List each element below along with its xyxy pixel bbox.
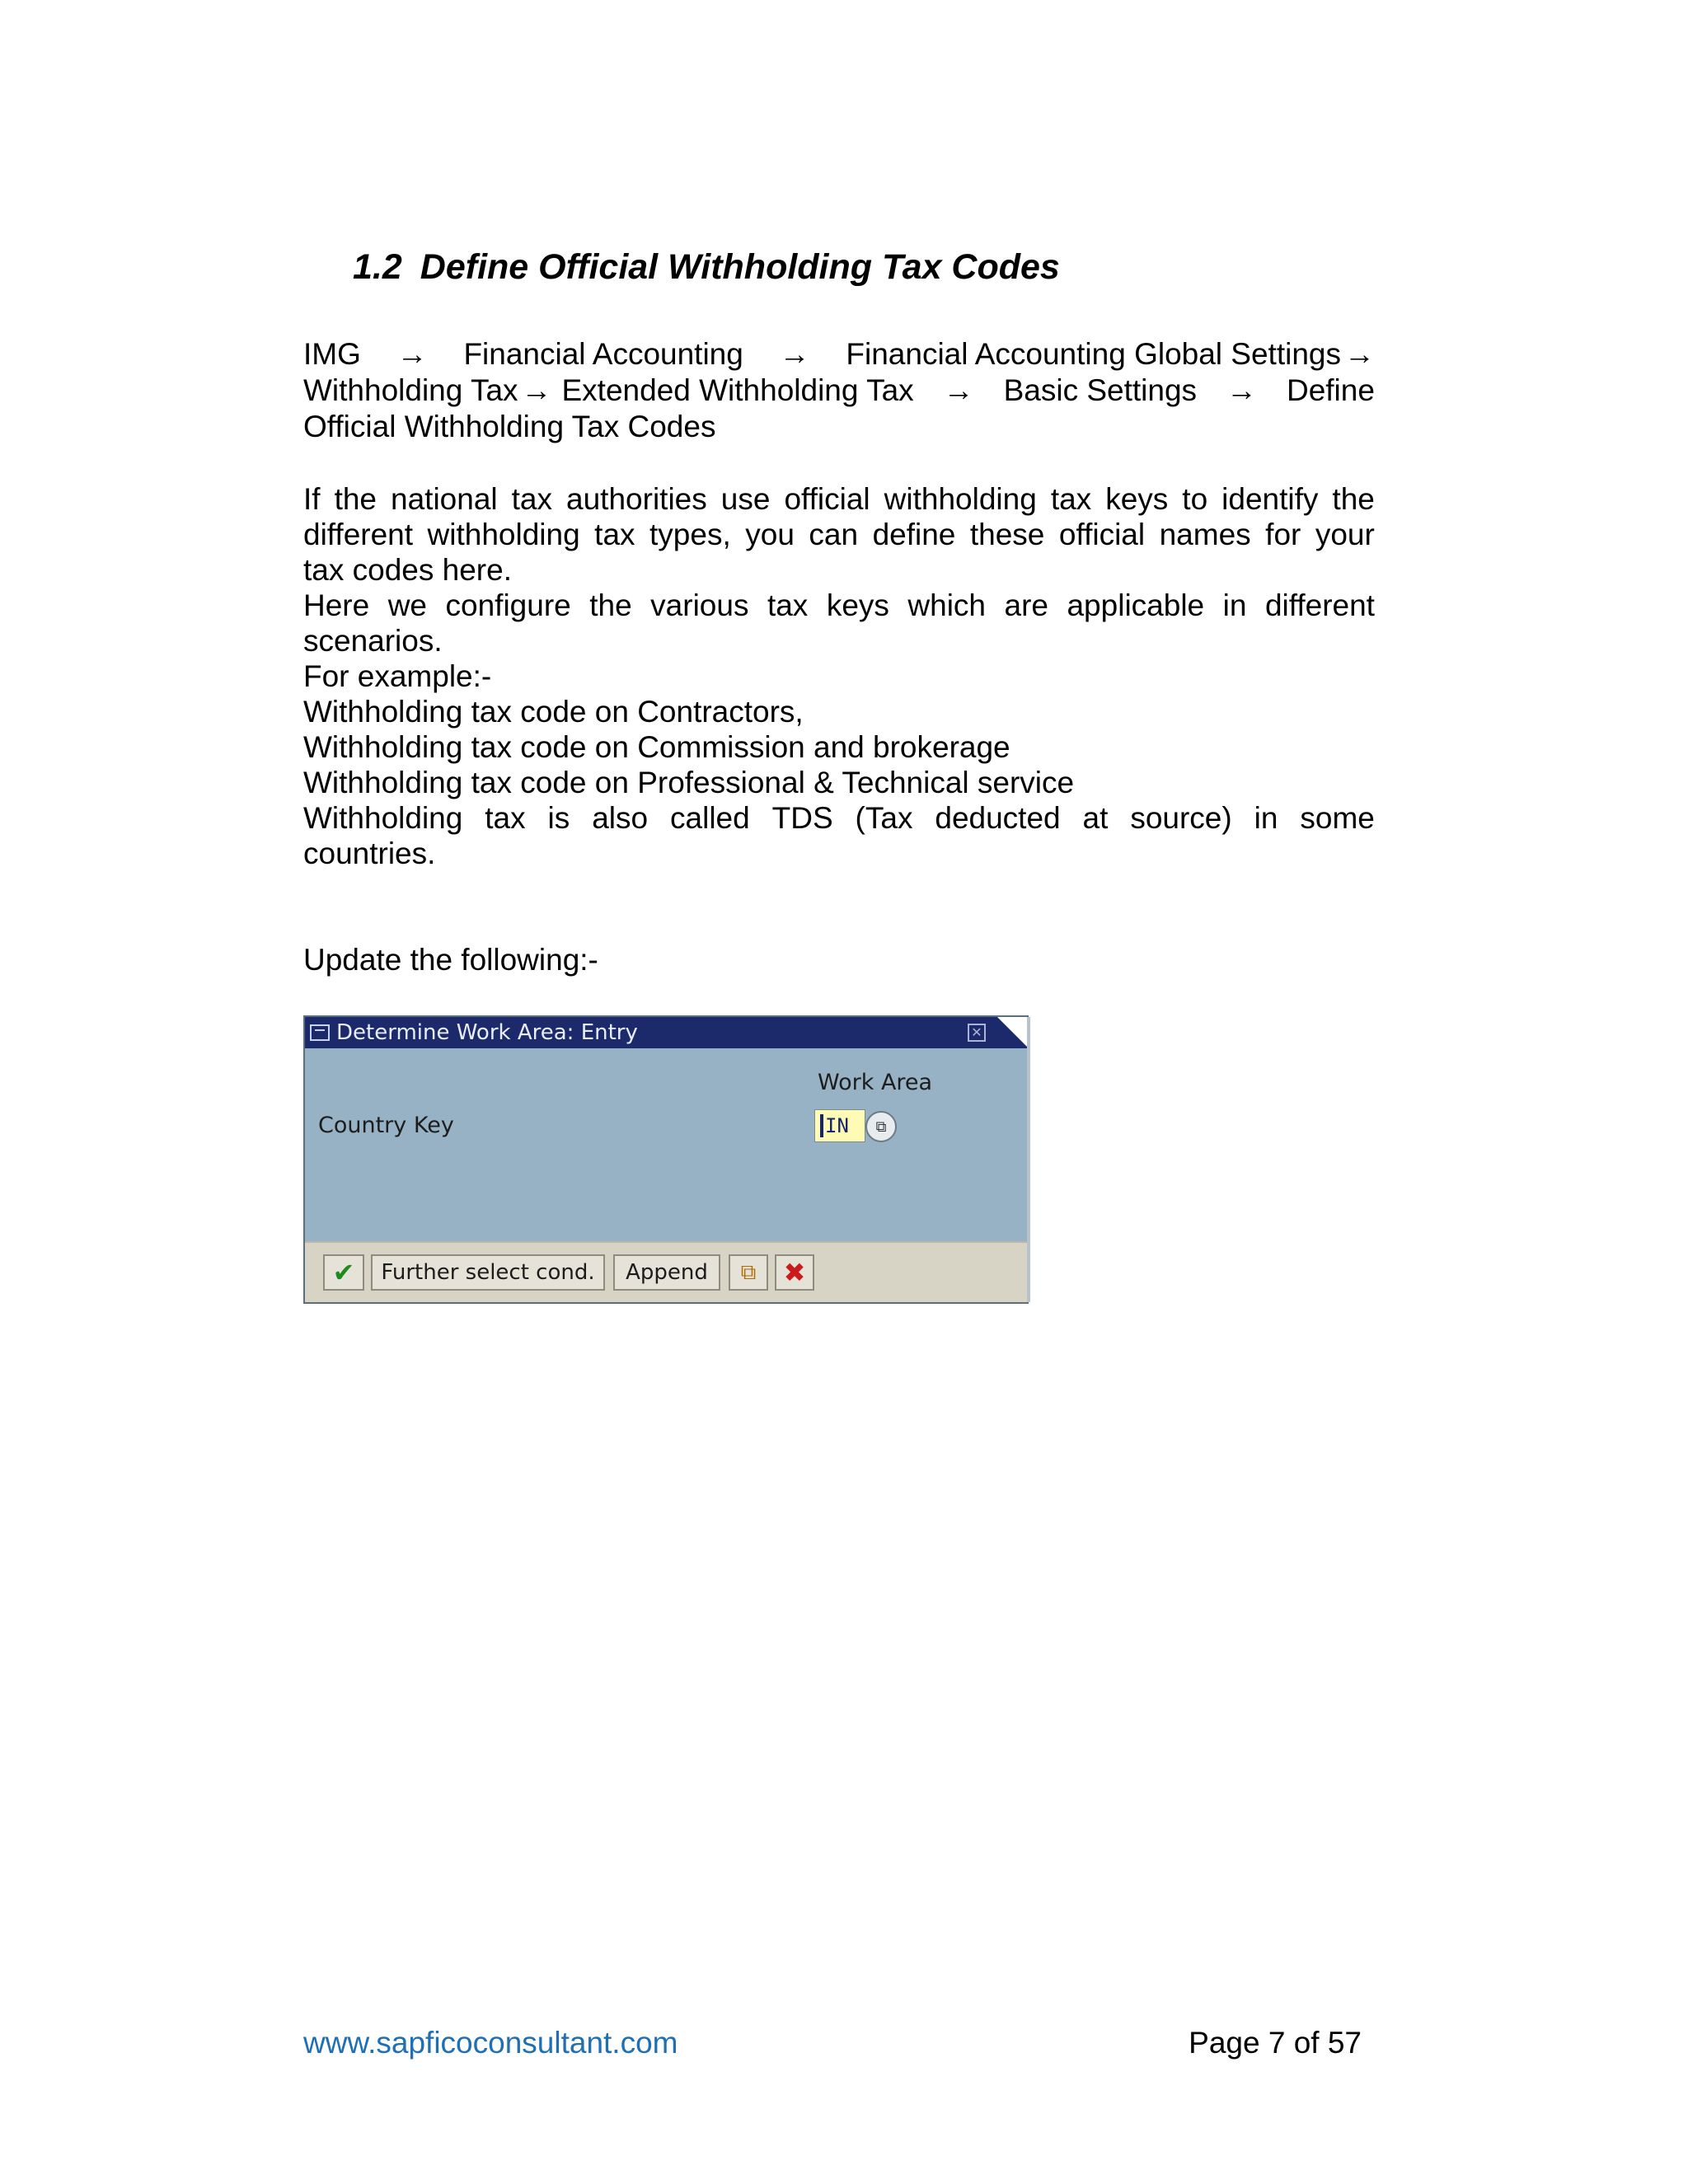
word: Withholding bbox=[303, 801, 463, 835]
multi-select-icon: ⧉ bbox=[740, 1259, 757, 1285]
possible-entries-icon[interactable]: ⧉ bbox=[865, 1111, 897, 1142]
cancel-button[interactable] bbox=[775, 1254, 814, 1291]
word: are bbox=[1004, 588, 1048, 622]
word: which bbox=[907, 588, 986, 622]
word: keys bbox=[826, 588, 889, 622]
word: withholding bbox=[884, 482, 1037, 516]
section-number: 1.2 bbox=[353, 247, 402, 287]
word: in bbox=[1254, 801, 1278, 835]
word: these bbox=[969, 518, 1045, 551]
word: (Tax bbox=[855, 801, 913, 835]
arrow-right-icon: → bbox=[396, 337, 428, 371]
arrow-right-icon: → bbox=[1226, 373, 1258, 407]
word: different bbox=[303, 518, 414, 551]
para1-line2 bbox=[303, 517, 1375, 552]
text-cursor bbox=[820, 1114, 823, 1137]
titlebar-corner bbox=[997, 1017, 1029, 1048]
tds-line2: countries. bbox=[303, 837, 436, 870]
arrow-right-icon: → bbox=[521, 373, 552, 407]
word: names bbox=[1159, 518, 1251, 551]
checkmark-icon: ✔ bbox=[332, 1257, 355, 1288]
footer-website-link[interactable]: www.sapficoconsultant.com bbox=[303, 2026, 678, 2060]
update-instruction: Update the following:- bbox=[303, 943, 598, 977]
word: the bbox=[1332, 482, 1375, 516]
further-select-button[interactable]: Further select cond. bbox=[371, 1254, 605, 1291]
section-title: Define Official Withholding Tax Codes bbox=[420, 247, 1060, 287]
tds-line1 bbox=[303, 800, 1375, 836]
word: If bbox=[303, 482, 321, 516]
path-step-basic-settings: Basic Settings bbox=[1003, 373, 1198, 407]
word: withholding bbox=[427, 518, 580, 551]
append-button[interactable]: Append bbox=[613, 1254, 720, 1291]
dialog-window-icon bbox=[310, 1024, 330, 1041]
word: tax bbox=[511, 482, 553, 516]
path-step-extended-withholding-tax: Extended Withholding Tax bbox=[561, 373, 914, 407]
dialog-title: Determine Work Area: Entry bbox=[336, 1020, 638, 1045]
country-key-input[interactable] bbox=[814, 1109, 865, 1142]
word: Here bbox=[303, 588, 370, 622]
word: tax bbox=[594, 518, 635, 551]
word: identify bbox=[1221, 482, 1319, 516]
arrow-right-icon: → bbox=[943, 373, 974, 407]
word: you bbox=[745, 518, 795, 551]
word: source) bbox=[1130, 801, 1232, 835]
path-line-2 bbox=[303, 373, 1375, 409]
path-step-withholding-tax: Withholding Tax → bbox=[303, 373, 552, 407]
example-contractors: Withholding tax code on Contractors, bbox=[303, 695, 804, 729]
cancel-x-icon: ✖ bbox=[783, 1257, 806, 1288]
country-key-value: IN bbox=[825, 1114, 849, 1137]
path-line-3: Official Withholding Tax Codes bbox=[303, 410, 716, 443]
word: authorities bbox=[566, 482, 707, 516]
example-professional: Withholding tax code on Professional & Technical service bbox=[303, 766, 1075, 799]
dialog-toolbar bbox=[305, 1241, 1027, 1302]
word: official bbox=[1058, 518, 1146, 551]
path-step-img: IMG bbox=[303, 337, 361, 371]
word: some bbox=[1300, 801, 1375, 835]
example-intro: For example:- bbox=[303, 659, 492, 693]
word: national bbox=[391, 482, 498, 516]
word: in bbox=[1222, 588, 1247, 622]
example-commission: Withholding tax code on Commission and brokerage bbox=[303, 730, 1010, 764]
para2-line1 bbox=[303, 588, 1375, 623]
body-text bbox=[303, 481, 1375, 871]
word: also bbox=[592, 801, 649, 835]
word: at bbox=[1082, 801, 1109, 835]
section-heading bbox=[353, 247, 1060, 288]
word: called bbox=[670, 801, 750, 835]
country-key-label: Country Key bbox=[318, 1113, 454, 1138]
work-area-label: Work Area bbox=[818, 1070, 933, 1095]
word: for bbox=[1265, 518, 1301, 551]
path-step-define: Define bbox=[1286, 373, 1375, 407]
continue-button[interactable] bbox=[323, 1254, 364, 1291]
word: the bbox=[589, 588, 632, 622]
sap-dialog-determine-work-area bbox=[303, 1015, 1029, 1304]
close-icon[interactable]: ✕ bbox=[968, 1024, 986, 1042]
word: configure bbox=[445, 588, 571, 622]
word: deducted bbox=[935, 801, 1061, 835]
path-step-global-settings: Financial Accounting Global Settings → bbox=[846, 337, 1375, 371]
word: tax bbox=[485, 801, 526, 835]
word: is bbox=[547, 801, 570, 835]
multiple-selection-button[interactable] bbox=[729, 1254, 768, 1291]
word: official bbox=[784, 482, 870, 516]
word: use bbox=[720, 482, 771, 516]
word: your bbox=[1315, 518, 1375, 551]
word: tax bbox=[767, 588, 809, 622]
word: keys bbox=[1105, 482, 1169, 516]
word: different bbox=[1264, 588, 1375, 622]
arrow-right-icon: → bbox=[1344, 337, 1375, 371]
img-navigation-path bbox=[303, 336, 1375, 445]
word: can bbox=[809, 518, 859, 551]
word: types, bbox=[649, 518, 731, 551]
para2-line2: scenarios. bbox=[303, 624, 443, 658]
word: tax bbox=[1050, 482, 1092, 516]
word: to bbox=[1182, 482, 1208, 516]
word: define bbox=[872, 518, 956, 551]
word: we bbox=[387, 588, 428, 622]
word: the bbox=[334, 482, 377, 516]
word: applicable bbox=[1067, 588, 1205, 622]
para1-line1 bbox=[303, 481, 1375, 517]
arrow-right-icon: → bbox=[779, 337, 810, 371]
dialog-titlebar bbox=[305, 1017, 1027, 1048]
footer-page-number: Page 7 of 57 bbox=[1189, 2026, 1362, 2060]
path-step-financial-accounting: Financial Accounting bbox=[463, 337, 743, 371]
word: TDS bbox=[771, 801, 833, 835]
para1-line3: tax codes here. bbox=[303, 553, 512, 587]
word: various bbox=[650, 588, 749, 622]
path-line-1 bbox=[303, 336, 1375, 373]
dialog-scroll-edge bbox=[1027, 1017, 1030, 1302]
